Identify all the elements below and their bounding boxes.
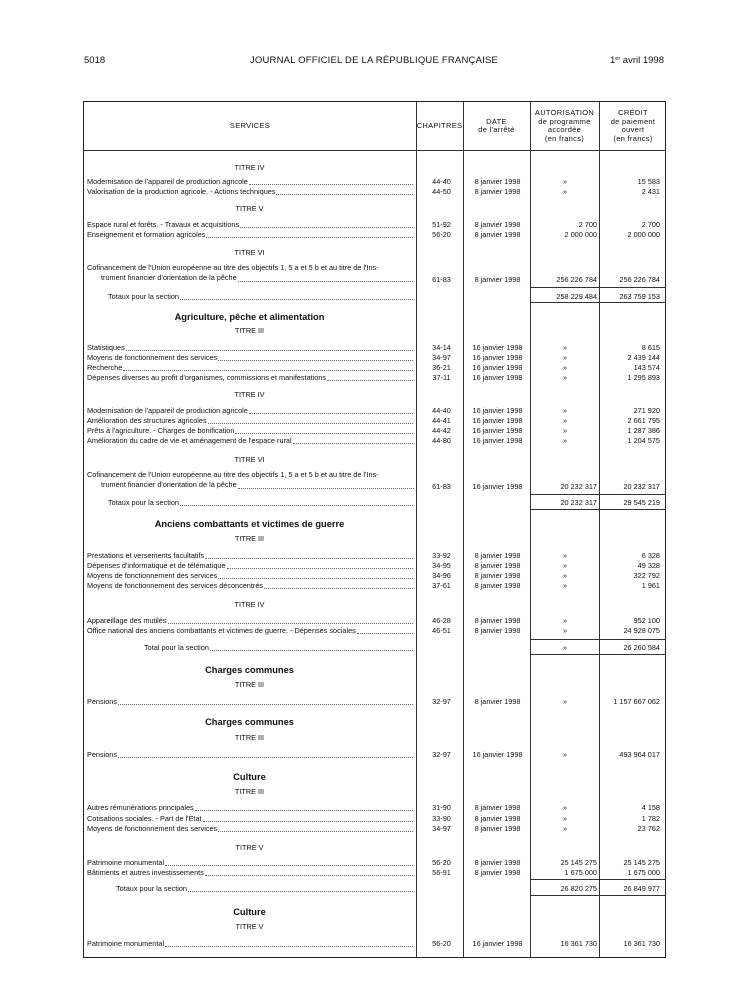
titre-heading: TITRE IV — [234, 390, 265, 399]
titre-heading: TITRE III — [234, 733, 265, 742]
titre-heading: TITRE V — [235, 843, 264, 852]
table-row: Prêts à l'agriculture. - Charges de bonification 44-42 16 janvier 1998 » 1 287 386 — [87, 426, 660, 435]
credits-table — [83, 101, 666, 958]
titre-heading: TITRE VI — [234, 248, 265, 257]
col-header-chapitres: CHAPITRES — [416, 120, 463, 130]
col-header-services: SERVICES — [229, 120, 271, 130]
titre-heading: TITRE IV — [234, 600, 265, 609]
table-row: Dépenses diverses au profit d'organismes, commissions et manifestations 37-11 16 janvier 1998 » 1 295 893 — [87, 373, 660, 382]
col-header-credit: CRÉDIT de paiement ouvert (en francs) — [610, 108, 656, 143]
table-row: Prestations et versements facultatifs 33-92 8 janvier 1998 » 6 328 — [87, 551, 660, 560]
table-row: Modernisation de l'appareil de production agricole 44-40 8 janvier 1998 » 15 583 — [87, 177, 660, 186]
col-header-date: DATE de l'arrêté — [478, 116, 515, 134]
table-row: Appareillage des mutilés 46-28 8 janvier 1998 » 952 100 — [87, 616, 660, 625]
table-row: Statistiques 34-14 16 janvier 1998 » 8 615 — [87, 343, 660, 352]
table-row: Modernisation de l'appareil de production agricole 44-40 16 janvier 1998 » 271 920 — [87, 406, 660, 415]
table-row: Office national des anciens combattants et victimes de guerre. - Dépenses sociales 46-51 8 janvier 1998 » 24 928 075 — [87, 626, 660, 635]
titre-heading: TITRE V — [235, 204, 264, 213]
total-row: Totaux pour la section 20 232 317 29 545 219 — [108, 498, 660, 507]
total-row: Totaux pour la section 26 820 275 26 849 977 — [116, 884, 660, 893]
table-row: Dépenses d'informatique et de télématique 34-95 8 janvier 1998 » 49 328 — [87, 561, 660, 570]
table-row: Cofinancement de l'Union européenne au titre des objectifs 1, 5 a et 5 b et au titre de l'Ins- trument financier d'orientation de la pêche 61-83 8 janvier 1998 256 226 784 256 226 784 — [87, 263, 660, 284]
table-row: Moyens de fonctionnement des services 34-97 16 janvier 1998 » 2 439 144 — [87, 353, 660, 362]
table-row: Pensions 32-97 8 janvier 1998 » 1 157 667 062 — [87, 697, 660, 706]
table-row: Enseignement et formation agricoles 56-20 8 janvier 1998 2 000 000 2 000 000 — [87, 230, 660, 239]
table-row: Recherche 36-21 16 janvier 1998 » 143 574 — [87, 363, 660, 372]
total-row: Totaux pour la section 258 229 484 263 759 153 — [108, 292, 660, 301]
section-title: Charges communes — [205, 665, 294, 675]
table-row: Bâtiments et autres investissements 56-91 8 janvier 1998 1 675 000 1 675 000 — [87, 868, 660, 877]
col-header-autorisation: AUTORISATION de programme accordée (en francs) — [534, 108, 595, 143]
titre-heading: TITRE III — [234, 534, 265, 543]
page-number: 5018 — [84, 55, 106, 66]
journal-title: JOURNAL OFFICIEL DE LA RÉPUBLIQUE FRANÇAISE — [249, 55, 499, 66]
table-row: Moyens de fonctionnement des services déconcentrés 37-61 8 janvier 1998 » 1 961 — [87, 581, 660, 590]
titre-heading: TITRE III — [234, 787, 265, 796]
titre-heading: TITRE III — [234, 680, 265, 689]
table-row: Valorisation de la production agricole. - Actions techniques 44-50 8 janvier 1998 » 2 431 — [87, 187, 660, 196]
table-row: Cotisations sociales. - Part de l'Etat 33-90 8 janvier 1998 » 1 782 — [87, 814, 660, 823]
table-row: Patrimoine monumental 56-20 8 janvier 1998 25 145 275 25 145 275 — [87, 858, 660, 867]
total-row: Total pour la section » 26 260 584 — [144, 643, 660, 652]
table-row: Patrimoine monumental 56-20 16 janvier 1998 16 361 730 16 361 730 — [87, 939, 660, 948]
issue-date: 1er avril 1998 — [609, 55, 664, 66]
table-row: Espace rural et forêts. - Travaux et acquisitions 51-92 8 janvier 1998 2 700 2 700 — [87, 220, 660, 229]
table-row: Pensions 32-97 16 janvier 1998 » 493 964 017 — [87, 750, 660, 759]
section-title: Charges communes — [205, 717, 294, 727]
table-row: Moyens de fonctionnement des services 34-96 8 janvier 1998 » 322 792 — [87, 571, 660, 580]
titre-heading: TITRE V — [235, 922, 264, 931]
section-title: Culture — [233, 907, 266, 917]
table-row: Amélioration du cadre de vie et aménagement de l'espace rural 44-80 16 janvier 1998 » 1 204 575 — [87, 436, 660, 445]
section-title: Anciens combattants et victimes de guerre — [154, 519, 345, 529]
titre-heading: TITRE VI — [234, 455, 265, 464]
table-row: Amélioration des structures agricoles 44-41 16 janvier 1998 » 2 661 795 — [87, 416, 660, 425]
section-title: Culture — [233, 772, 266, 782]
section-title: Agriculture, pêche et alimentation — [174, 312, 325, 322]
table-row: Autres rémunérations principales 31-90 8 janvier 1998 » 4 158 — [87, 803, 660, 812]
titre-heading: TITRE IV — [234, 163, 265, 172]
titre-heading: TITRE III — [234, 326, 265, 335]
page-header — [84, 55, 664, 69]
table-row: Cofinancement de l'Union européenne au titre des objectifs 1, 5 a et 5 b et au titre de l'Ins- trument financier d'orientation de la pêche 61-83 16 janvier 1998 20 232 317 20 232 317 — [87, 470, 660, 491]
table-row: Moyens de fonctionnement des services 34-97 8 janvier 1998 » 23 762 — [87, 824, 660, 833]
